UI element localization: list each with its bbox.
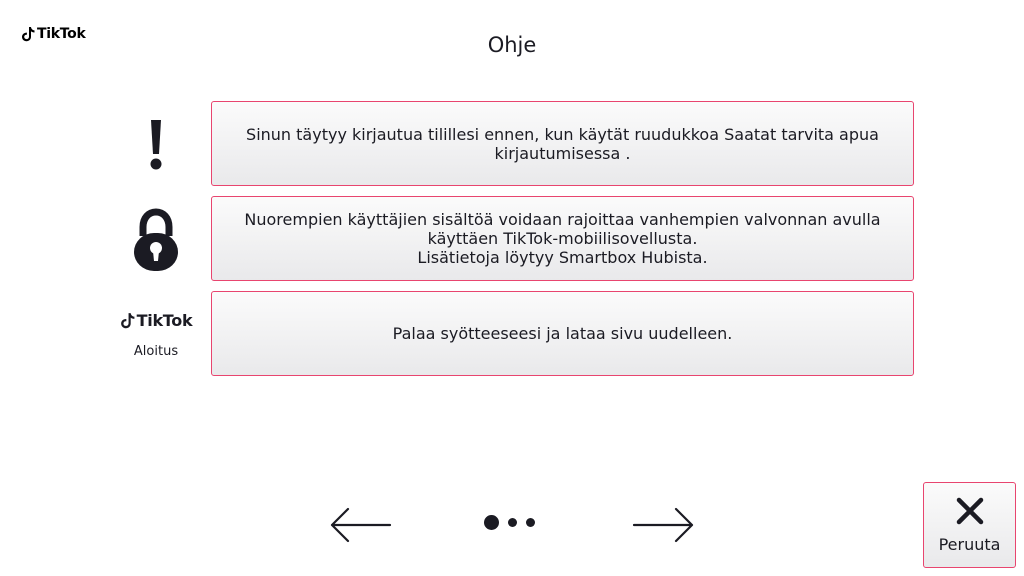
help-message-box bbox=[211, 196, 914, 281]
arrow-right-icon bbox=[632, 506, 696, 544]
help-text-line: Palaa syötteeseesi ja lataa sivu uudelleen. bbox=[392, 324, 733, 343]
page-dot bbox=[526, 518, 535, 527]
padlock-icon bbox=[133, 208, 179, 272]
help-row-home bbox=[116, 291, 916, 378]
help-row-login bbox=[116, 101, 916, 188]
next-button[interactable] bbox=[632, 506, 696, 544]
help-text-line: Sinun täytyy kirjautua tilillesi ennen, kun käytät ruudukkoa Saatat tarvita apua bbox=[246, 124, 879, 144]
row-icon-container bbox=[116, 291, 196, 378]
page-indicator bbox=[484, 515, 535, 530]
logo-text: TikTok bbox=[37, 26, 86, 42]
row-icon-container bbox=[116, 101, 196, 188]
close-icon bbox=[956, 497, 984, 525]
help-text-line: käyttäen TikTok-mobiilisovellusta. bbox=[427, 229, 698, 248]
tiktok-note-icon bbox=[120, 312, 135, 329]
page-dot-active bbox=[484, 515, 499, 530]
cancel-button[interactable] bbox=[923, 482, 1016, 568]
previous-button[interactable] bbox=[328, 506, 392, 544]
page-dot bbox=[508, 518, 517, 527]
home-caption: Aloitus bbox=[133, 343, 179, 359]
tiktok-logo-icon bbox=[120, 311, 193, 330]
help-text-line: kirjautumisessa . bbox=[494, 143, 631, 163]
help-text-line: Lisätietoja löytyy Smartbox Hubista. bbox=[417, 248, 708, 267]
help-text-line: Nuorempien käyttäjien sisältöä voidaan rajoittaa vanhempien valvonnan avulla bbox=[244, 210, 881, 229]
help-message-box bbox=[211, 291, 914, 376]
mini-logo-text: TikTok bbox=[136, 310, 193, 330]
help-message-box bbox=[211, 101, 914, 186]
row-icon-container bbox=[116, 196, 196, 283]
exclamation-icon bbox=[148, 118, 164, 172]
page-title: Ohje bbox=[487, 33, 537, 57]
arrow-left-icon bbox=[328, 506, 392, 544]
cancel-label: Peruuta bbox=[938, 534, 1001, 554]
help-row-parental-control bbox=[116, 196, 916, 283]
